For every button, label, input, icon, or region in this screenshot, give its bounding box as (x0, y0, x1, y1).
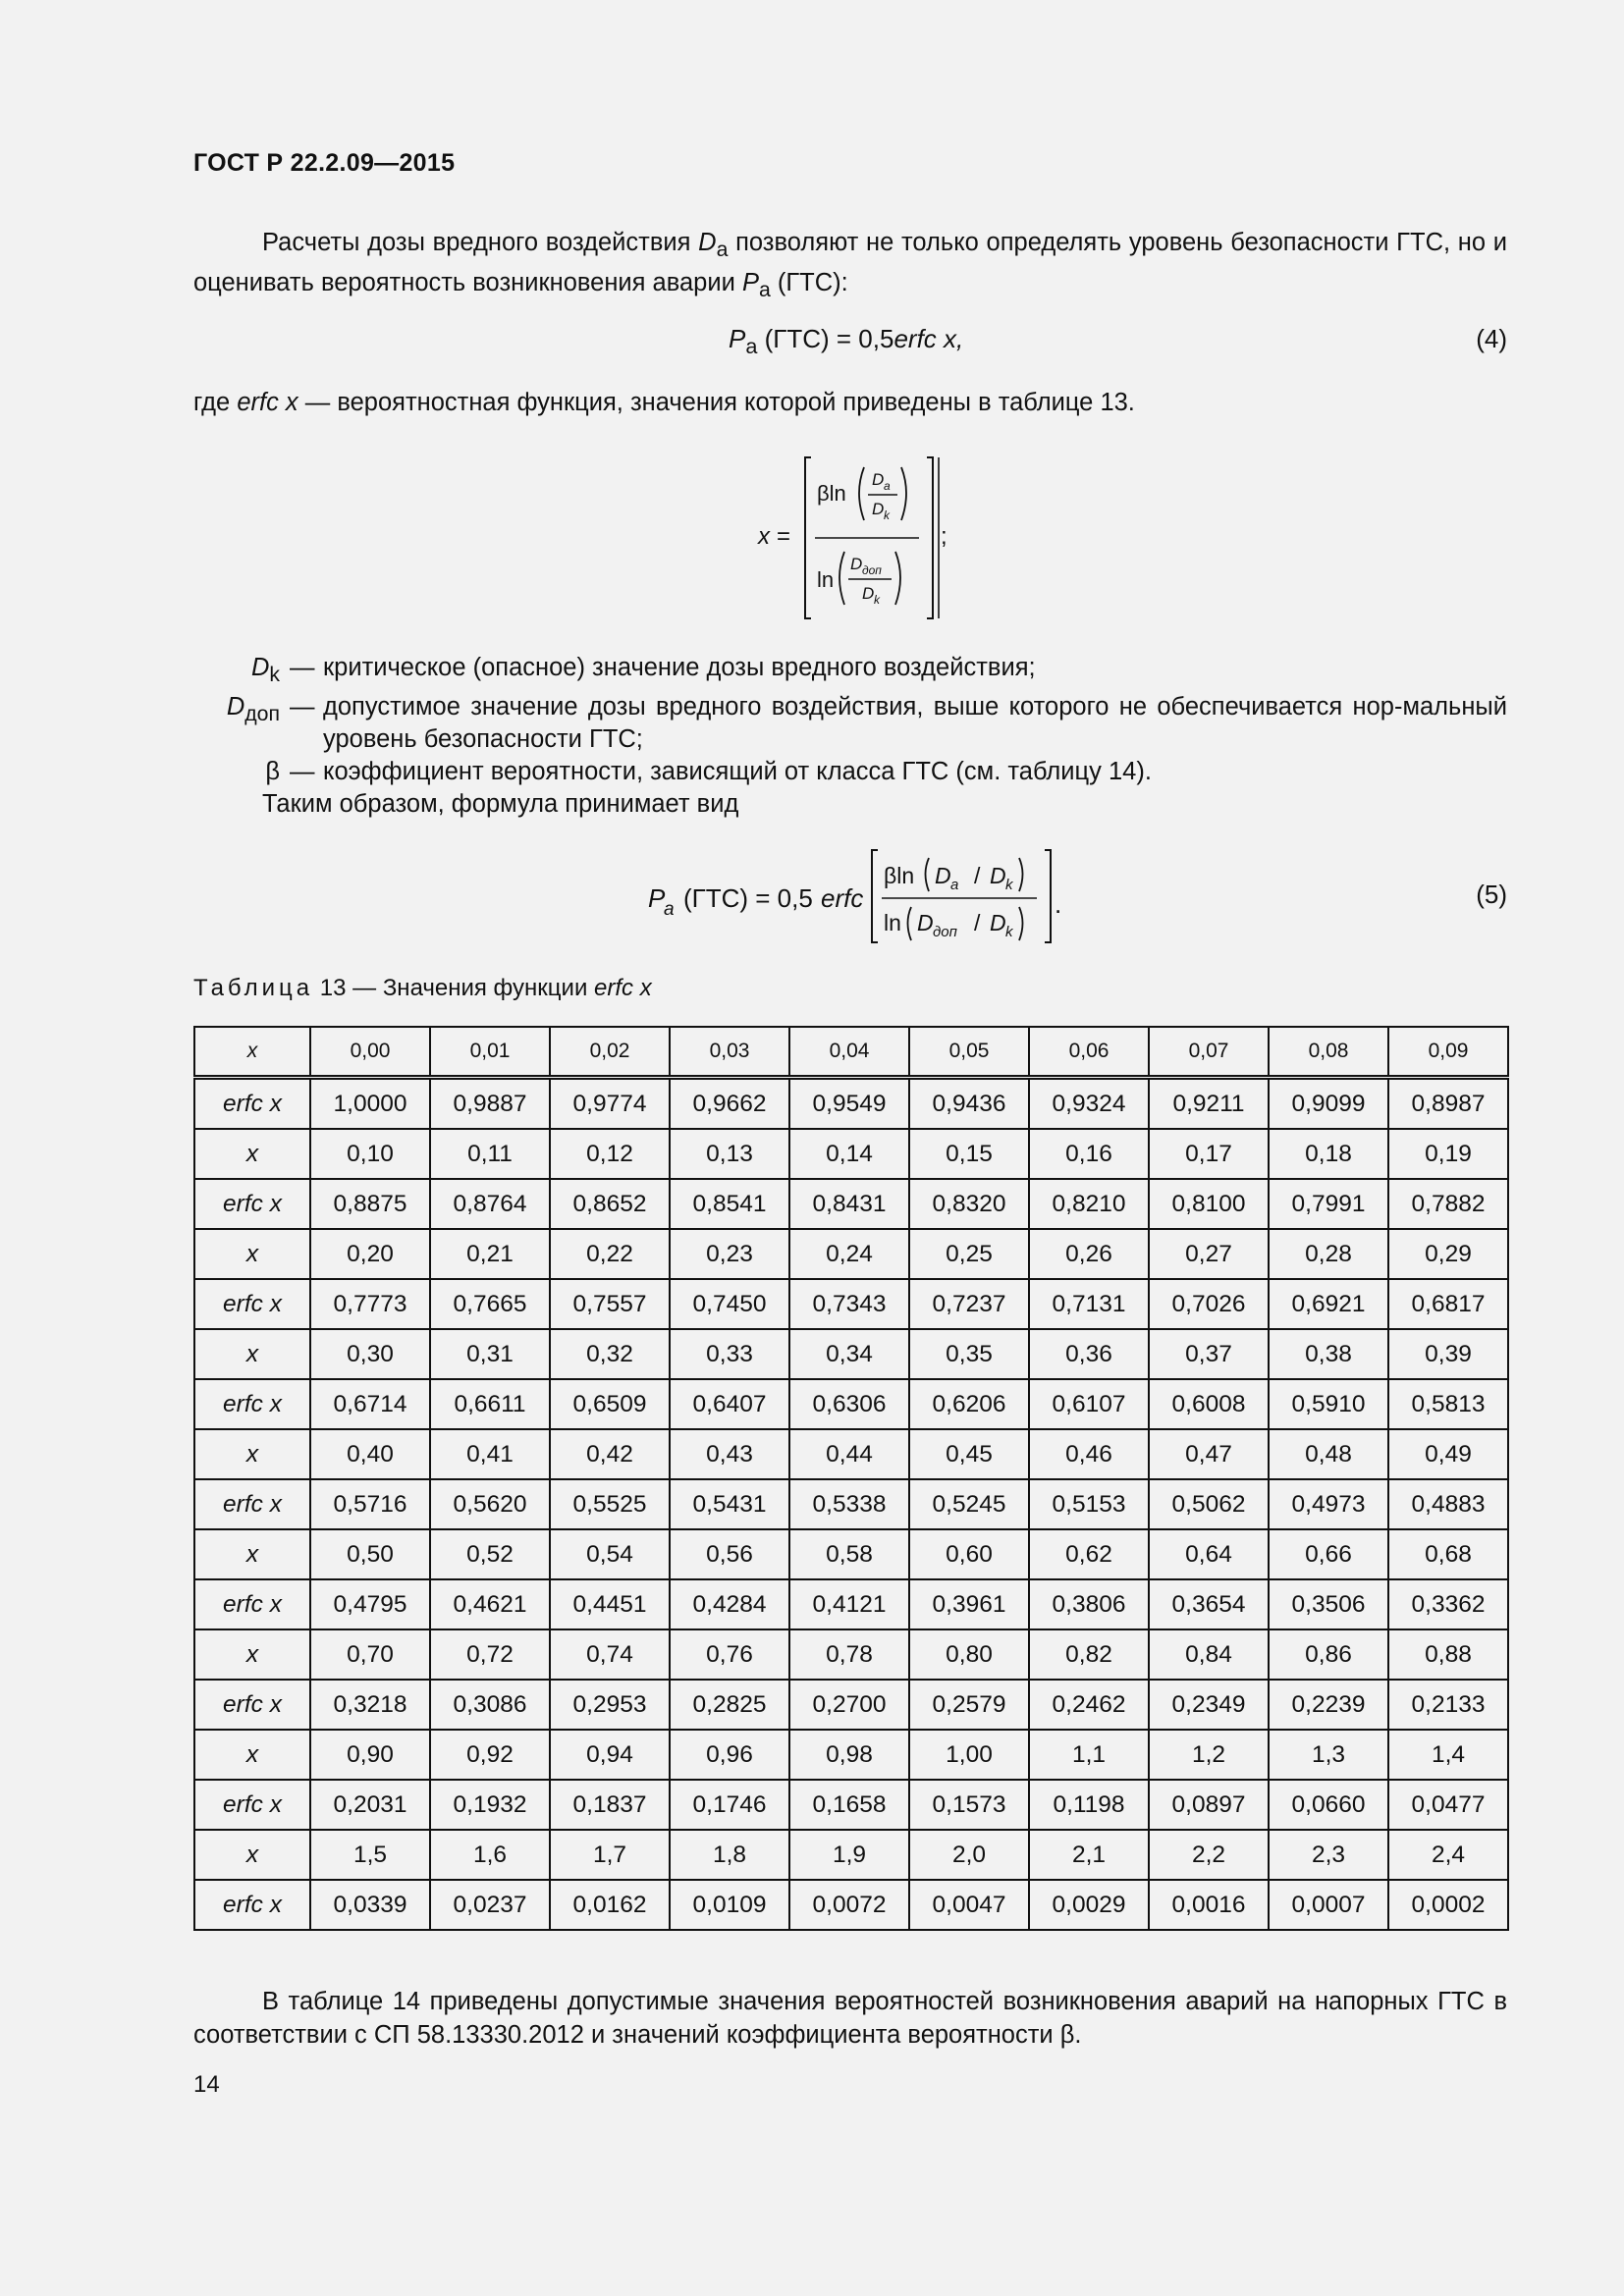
table-cell: 0,4621 (430, 1579, 550, 1629)
table-cell: 0,20 (310, 1229, 430, 1279)
table-cell: 0,5716 (310, 1479, 430, 1529)
table-cell: 0,8764 (430, 1179, 550, 1229)
closing-paragraph: В таблице 14 приведены допустимые значения вероятностей возникновения аварий на напорных ГТС в соответствии с СП 58.13330.2012 и значений коэффициента вероятности β. (193, 1988, 1507, 2049)
row-label-cell: x (194, 1830, 310, 1880)
table-cell: 0,48 (1269, 1429, 1388, 1479)
def-subscript: доп (244, 702, 280, 726)
table-cell: 0,58 (789, 1529, 909, 1579)
row-label-cell: x (194, 1429, 310, 1479)
table-cell: 0,0237 (430, 1880, 550, 1930)
table-cell: 0,0660 (1269, 1780, 1388, 1830)
table-cell: 2,3 (1269, 1830, 1388, 1880)
header-cell: 0,04 (789, 1027, 909, 1078)
table-cell: 0,9436 (909, 1078, 1029, 1130)
table-cell: 0,9887 (430, 1078, 550, 1130)
table-cell: 0,32 (550, 1329, 670, 1379)
table-cell: 0,18 (1269, 1129, 1388, 1179)
table-cell: 0,0029 (1029, 1880, 1149, 1930)
header-cell: 0,06 (1029, 1027, 1149, 1078)
table-cell: 0,6306 (789, 1379, 909, 1429)
formula-x-semicolon: ; (941, 523, 947, 550)
table-row (194, 1529, 1508, 1579)
table-cell: 0,1837 (550, 1780, 670, 1830)
table-cell: 0,92 (430, 1730, 550, 1780)
table-cell: 0,28 (1269, 1229, 1388, 1279)
table-cell: 0,3961 (909, 1579, 1029, 1629)
numerator-sub-a: a (884, 479, 891, 493)
def-text: допустимое значение дозы вредного воздействия, выше которого не обеспечивается нор-мальный уровень безопасности ГТС; (323, 693, 1507, 754)
table-row (194, 1830, 1508, 1880)
formula-5-lhs: (ГТС) = 0,5 (683, 883, 813, 913)
table-cell: 0,6921 (1269, 1279, 1388, 1329)
subscript-a: a (745, 334, 758, 359)
table-cell: 0,6509 (550, 1379, 670, 1429)
table-cell: 0,15 (909, 1129, 1029, 1179)
table-cell: 0,9662 (670, 1078, 789, 1130)
definition-beta (193, 756, 1507, 788)
table-cell: 2,4 (1388, 1830, 1508, 1880)
table-cell: 0,5813 (1388, 1379, 1508, 1429)
def-symbol: D (250, 654, 270, 681)
denominator-D-dop: D (850, 555, 863, 573)
table-cell: 0,38 (1269, 1329, 1388, 1379)
table-cell: 0,35 (909, 1329, 1029, 1379)
def-dash: — (290, 693, 315, 721)
table-cell: 1,9 (789, 1830, 909, 1880)
table-cell: 0,96 (670, 1730, 789, 1780)
table-cell: 0,8320 (909, 1179, 1029, 1229)
row-label-cell: erfc x (194, 1780, 310, 1830)
table-cell: 0,34 (789, 1329, 909, 1379)
table-cell: 0,7773 (310, 1279, 430, 1329)
table-cell: 0,2133 (1388, 1680, 1508, 1730)
formula-4-body: (ГТС) = 0,5 (764, 324, 894, 353)
table-cell: 0,70 (310, 1629, 430, 1680)
function-erfc: erfc (893, 324, 937, 353)
table-cell: 0,60 (909, 1529, 1029, 1579)
table-cell: 0,56 (670, 1529, 789, 1579)
table-cell: 0,2825 (670, 1680, 789, 1730)
table-cell: 0,47 (1149, 1429, 1269, 1479)
table-cell: 0,52 (430, 1529, 550, 1579)
table-cell: 0,1658 (789, 1780, 909, 1830)
def-dash: — (290, 758, 315, 786)
table-row (194, 1680, 1508, 1730)
table-cell: 2,2 (1149, 1830, 1269, 1880)
table-cell: 0,44 (789, 1429, 909, 1479)
table-cell: 0,43 (670, 1429, 789, 1479)
symbol-D: D (698, 229, 717, 256)
def-subscript: k (269, 663, 280, 687)
definition-Dk (193, 652, 1507, 691)
table-cell: 0,2579 (909, 1680, 1029, 1730)
row-label-cell: x (194, 1129, 310, 1179)
table-cell: 0,7882 (1388, 1179, 1508, 1229)
def-symbol: D (226, 693, 245, 721)
header-cell: 0,00 (310, 1027, 430, 1078)
table-cell: 1,4 (1388, 1730, 1508, 1780)
formula-5-erfc: erfc (821, 883, 864, 913)
table-cell: 1,0000 (310, 1078, 430, 1130)
table-cell: 0,80 (909, 1629, 1029, 1680)
table-cell: 0,6206 (909, 1379, 1029, 1429)
formula-5 (644, 844, 1076, 946)
formula-5-den-sub-dop: доп (933, 924, 957, 940)
table-cell: 0,2700 (789, 1680, 909, 1730)
table-cell: 0,2239 (1269, 1680, 1388, 1730)
table-cell: 0,0002 (1388, 1880, 1508, 1930)
table-cell: 0,5525 (550, 1479, 670, 1529)
transition-line: Таким образом, формула принимает вид (262, 790, 739, 819)
table-row (194, 1429, 1508, 1479)
table-cell: 0,54 (550, 1529, 670, 1579)
row-label-cell: x (194, 1529, 310, 1579)
table-cell: 0,41 (430, 1429, 550, 1479)
formula-5-den-ln: ln (884, 910, 901, 935)
intro-text-1: Расчеты дозы вредного воздействия (262, 229, 699, 256)
table-cell: 0,0047 (909, 1880, 1029, 1930)
table-cell: 0,0016 (1149, 1880, 1269, 1930)
table-cell: 0,16 (1029, 1129, 1149, 1179)
table-cell: 0,21 (430, 1229, 550, 1279)
def-text: критическое (опасное) значение дозы вредного воздействия; (323, 654, 1036, 681)
table-cell: 0,9549 (789, 1078, 909, 1130)
def-dash: — (290, 654, 315, 681)
table-cell: 0,68 (1388, 1529, 1508, 1579)
table-cell: 0,82 (1029, 1629, 1149, 1680)
table-cell: 0,5620 (430, 1479, 550, 1529)
table-cell: 0,76 (670, 1629, 789, 1680)
table-cell: 2,1 (1029, 1830, 1149, 1880)
table-row (194, 1880, 1508, 1930)
table-cell: 0,72 (430, 1629, 550, 1680)
document-code-header: ГОСТ Р 22.2.09—2015 (193, 149, 456, 177)
table-cell: 0,0109 (670, 1880, 789, 1930)
table-cell: 0,37 (1149, 1329, 1269, 1379)
table-cell: 0,46 (1029, 1429, 1149, 1479)
header-cell: 0,01 (430, 1027, 550, 1078)
table-cell: 1,3 (1269, 1730, 1388, 1780)
table-cell: 0,5338 (789, 1479, 909, 1529)
table-cell: 0,8210 (1029, 1179, 1149, 1229)
row-label-cell: erfc x (194, 1078, 310, 1130)
table-row (194, 1279, 1508, 1329)
table-cell: 1,5 (310, 1830, 430, 1880)
table-cell: 0,33 (670, 1329, 789, 1379)
table-cell: 0,27 (1149, 1229, 1269, 1279)
table-cell: 0,50 (310, 1529, 430, 1579)
table-cell: 1,7 (550, 1830, 670, 1880)
table-cell: 0,4795 (310, 1579, 430, 1629)
denominator-D-k: D (862, 584, 875, 603)
table-row (194, 1129, 1508, 1179)
table-cell: 0,4451 (550, 1579, 670, 1629)
table-cell: 0,8987 (1388, 1078, 1508, 1130)
table-cell: 0,26 (1029, 1229, 1149, 1279)
row-label-cell: x (194, 1229, 310, 1279)
row-label-cell: x (194, 1730, 310, 1780)
row-label-cell: x (194, 1629, 310, 1680)
row-label-cell: erfc x (194, 1579, 310, 1629)
table-row (194, 1479, 1508, 1529)
formula-5-num-sub-a: a (950, 877, 959, 893)
table-cell: 0,3218 (310, 1680, 430, 1730)
formula-5-period: . (1055, 889, 1062, 919)
equation-number-4: (4) (1476, 324, 1507, 353)
table-cell: 0,88 (1388, 1629, 1508, 1680)
formula-5-den-slash: / (974, 910, 981, 935)
table-cell: 0,24 (789, 1229, 909, 1279)
table-cell: 0,42 (550, 1429, 670, 1479)
row-label-cell: x (194, 1329, 310, 1379)
variable-x: x, (944, 324, 964, 353)
definition-Ddop (193, 691, 1507, 756)
table-cell: 0,7026 (1149, 1279, 1269, 1329)
table-cell: 0,3086 (430, 1680, 550, 1730)
formula-5-num-beta-ln: βln (884, 863, 915, 888)
table-cell: 0,0339 (310, 1880, 430, 1930)
header-cell: 0,09 (1388, 1027, 1508, 1078)
table-cell: 2,0 (909, 1830, 1029, 1880)
function-erfc-x: erfc x (237, 389, 298, 416)
row-label-cell: erfc x (194, 1179, 310, 1229)
table-header-row (194, 1027, 1508, 1078)
table-cell: 0,2031 (310, 1780, 430, 1830)
table-cell: 0,0162 (550, 1880, 670, 1930)
table-row (194, 1179, 1508, 1229)
table-cell: 0,25 (909, 1229, 1029, 1279)
table-cell: 0,7131 (1029, 1279, 1149, 1329)
def-text: коэффициент вероятности, зависящий от класса ГТС (см. таблицу 14). (323, 758, 1152, 786)
header-cell: 0,07 (1149, 1027, 1269, 1078)
table-row (194, 1078, 1508, 1130)
where-prefix: где (193, 389, 238, 416)
table-cell: 0,31 (430, 1329, 550, 1379)
denominator-D: D (872, 500, 885, 518)
table-cell: 0,5153 (1029, 1479, 1149, 1529)
row-label-cell: erfc x (194, 1680, 310, 1730)
intro-paragraph (193, 226, 1507, 306)
header-cell: 0,03 (670, 1027, 789, 1078)
page-number: 14 (193, 2071, 220, 2098)
table-cell: 0,9324 (1029, 1078, 1149, 1130)
where-line (193, 389, 1135, 417)
table-cell: 0,84 (1149, 1629, 1269, 1680)
table-row (194, 1329, 1508, 1379)
table-cell: 0,78 (789, 1629, 909, 1680)
table-cell: 0,5062 (1149, 1479, 1269, 1529)
subscript-a: a (758, 278, 771, 302)
header-cell: 0,08 (1269, 1027, 1388, 1078)
table-cell: 0,8100 (1149, 1179, 1269, 1229)
table-cell: 0,12 (550, 1129, 670, 1179)
formula-5-num-D: D (935, 863, 951, 888)
table-cell: 0,10 (310, 1129, 430, 1179)
definitions-block (193, 652, 1507, 821)
symbol-P: P (729, 324, 746, 353)
row-label-cell: erfc x (194, 1279, 310, 1329)
table-cell: 0,36 (1029, 1329, 1149, 1379)
table-cell: 0,5245 (909, 1479, 1029, 1529)
table-cell: 0,9099 (1269, 1078, 1388, 1130)
table-cell: 0,7237 (909, 1279, 1029, 1329)
table-cell: 0,86 (1269, 1629, 1388, 1680)
table-cell: 1,8 (670, 1830, 789, 1880)
erfc-table (193, 1026, 1509, 1931)
table-cell: 0,90 (310, 1730, 430, 1780)
table-cell: 0,2349 (1149, 1680, 1269, 1730)
table-cell: 0,3506 (1269, 1579, 1388, 1629)
formula-5-den-Dk: D (990, 910, 1006, 935)
where-text: — вероятностная функция, значения которой приведены в таблице 13. (298, 389, 1135, 416)
table-cell: 0,7343 (789, 1279, 909, 1329)
header-cell: 0,05 (909, 1027, 1029, 1078)
numerator-beta-ln: βln (817, 481, 846, 506)
table-cell: 0,0897 (1149, 1780, 1269, 1830)
denominator-sub-k: k (874, 593, 880, 607)
table-cell: 0,6817 (1388, 1279, 1508, 1329)
table-cell: 0,8541 (670, 1179, 789, 1229)
equation-number-5: (5) (1476, 880, 1507, 909)
table-cell: 0,11 (430, 1129, 550, 1179)
formula-5-num-sub-k: k (1005, 877, 1013, 893)
denominator-sub-k: k (884, 508, 890, 522)
table-cell: 0,13 (670, 1129, 789, 1179)
table-cell: 0,9774 (550, 1078, 670, 1130)
table-cell: 1,1 (1029, 1730, 1149, 1780)
table-cell: 0,6714 (310, 1379, 430, 1429)
row-label-cell: erfc x (194, 1479, 310, 1529)
table-cell: 0,4973 (1269, 1479, 1388, 1529)
table-cell: 0,6611 (430, 1379, 550, 1429)
table-cell: 0,94 (550, 1730, 670, 1780)
table-cell: 0,6107 (1029, 1379, 1149, 1429)
table-cell: 0,4284 (670, 1579, 789, 1629)
table-cell: 0,0477 (1388, 1780, 1508, 1830)
table-cell: 0,22 (550, 1229, 670, 1279)
table-cell: 0,45 (909, 1429, 1029, 1479)
formula-5-P: P (648, 883, 666, 913)
table-row (194, 1579, 1508, 1629)
table-cell: 0,14 (789, 1129, 909, 1179)
table-cell: 0,4883 (1388, 1479, 1508, 1529)
table-caption-label: Таблица (193, 975, 314, 1001)
header-label-cell: x (194, 1027, 310, 1078)
table-cell: 0,64 (1149, 1529, 1269, 1579)
table-cell: 0,2953 (550, 1680, 670, 1730)
formula-x-lhs: x = (758, 523, 790, 550)
table-caption-title: 13 — Значения функции (319, 975, 595, 1001)
table-cell: 0,3806 (1029, 1579, 1149, 1629)
table-cell: 0,49 (1388, 1429, 1508, 1479)
table-row (194, 1730, 1508, 1780)
formula-x (756, 454, 952, 622)
table-cell: 0,2462 (1029, 1680, 1149, 1730)
formula-5-den-sub-k: k (1005, 924, 1013, 940)
table-cell: 0,29 (1388, 1229, 1508, 1279)
table-cell: 1,00 (909, 1730, 1029, 1780)
table-caption-fn: erfc x (594, 975, 652, 1001)
row-label-cell: erfc x (194, 1880, 310, 1930)
table-cell: 0,5910 (1269, 1379, 1388, 1429)
table-cell: 0,6008 (1149, 1379, 1269, 1429)
intro-text-2: позволяют не только определять уровень безопасности ГТС, но и оценивать вероятность возникновения аварии (193, 229, 1508, 297)
table-cell: 0,0007 (1269, 1880, 1388, 1930)
table-cell: 0,40 (310, 1429, 430, 1479)
header-cell: 0,02 (550, 1027, 670, 1078)
table-cell: 0,7991 (1269, 1179, 1388, 1229)
table-cell: 0,7557 (550, 1279, 670, 1329)
table-cell: 0,74 (550, 1629, 670, 1680)
symbol-P: P (741, 269, 759, 297)
table-cell: 0,1573 (909, 1780, 1029, 1830)
table-cell: 1,2 (1149, 1730, 1269, 1780)
def-symbol: β (265, 758, 280, 786)
table-row (194, 1780, 1508, 1830)
denominator-sub-dop: доп (862, 563, 882, 577)
formula-5-num-slash: / (974, 863, 981, 888)
table-cell: 0,6407 (670, 1379, 789, 1429)
numerator-D: D (872, 470, 885, 489)
formula-5-den-D: D (917, 910, 934, 935)
table-cell: 0,1198 (1029, 1780, 1149, 1830)
table-cell: 0,62 (1029, 1529, 1149, 1579)
row-label-cell: erfc x (194, 1379, 310, 1429)
table-cell: 0,1932 (430, 1780, 550, 1830)
table-cell: 0,4121 (789, 1579, 909, 1629)
table-cell: 0,39 (1388, 1329, 1508, 1379)
table-cell: 0,66 (1269, 1529, 1388, 1579)
table-cell: 0,8652 (550, 1179, 670, 1229)
table-cell: 0,7450 (670, 1279, 789, 1329)
table-cell: 0,9211 (1149, 1078, 1269, 1130)
table-cell: 0,19 (1388, 1129, 1508, 1179)
table-cell: 0,3362 (1388, 1579, 1508, 1629)
intro-text-3: (ГТС): (770, 269, 848, 297)
table-cell: 0,1746 (670, 1780, 789, 1830)
subscript-a: a (716, 238, 729, 262)
table-row (194, 1629, 1508, 1680)
table-cell: 0,5431 (670, 1479, 789, 1529)
table-cell: 0,8875 (310, 1179, 430, 1229)
table-row (194, 1229, 1508, 1279)
denominator-ln: ln (817, 567, 835, 592)
formula-4 (729, 324, 963, 359)
table-cell: 0,7665 (430, 1279, 550, 1329)
table-row (194, 1379, 1508, 1429)
formula-5-num-Dk: D (990, 863, 1006, 888)
table-cell: 0,30 (310, 1329, 430, 1379)
table-cell: 0,8431 (789, 1179, 909, 1229)
table-cell: 0,3654 (1149, 1579, 1269, 1629)
table-caption (193, 975, 652, 1002)
table-cell: 0,17 (1149, 1129, 1269, 1179)
table-cell: 0,0072 (789, 1880, 909, 1930)
table-cell: 1,6 (430, 1830, 550, 1880)
table-cell: 0,98 (789, 1730, 909, 1780)
table-cell: 0,23 (670, 1229, 789, 1279)
formula-5-sub-a: a (664, 899, 675, 920)
